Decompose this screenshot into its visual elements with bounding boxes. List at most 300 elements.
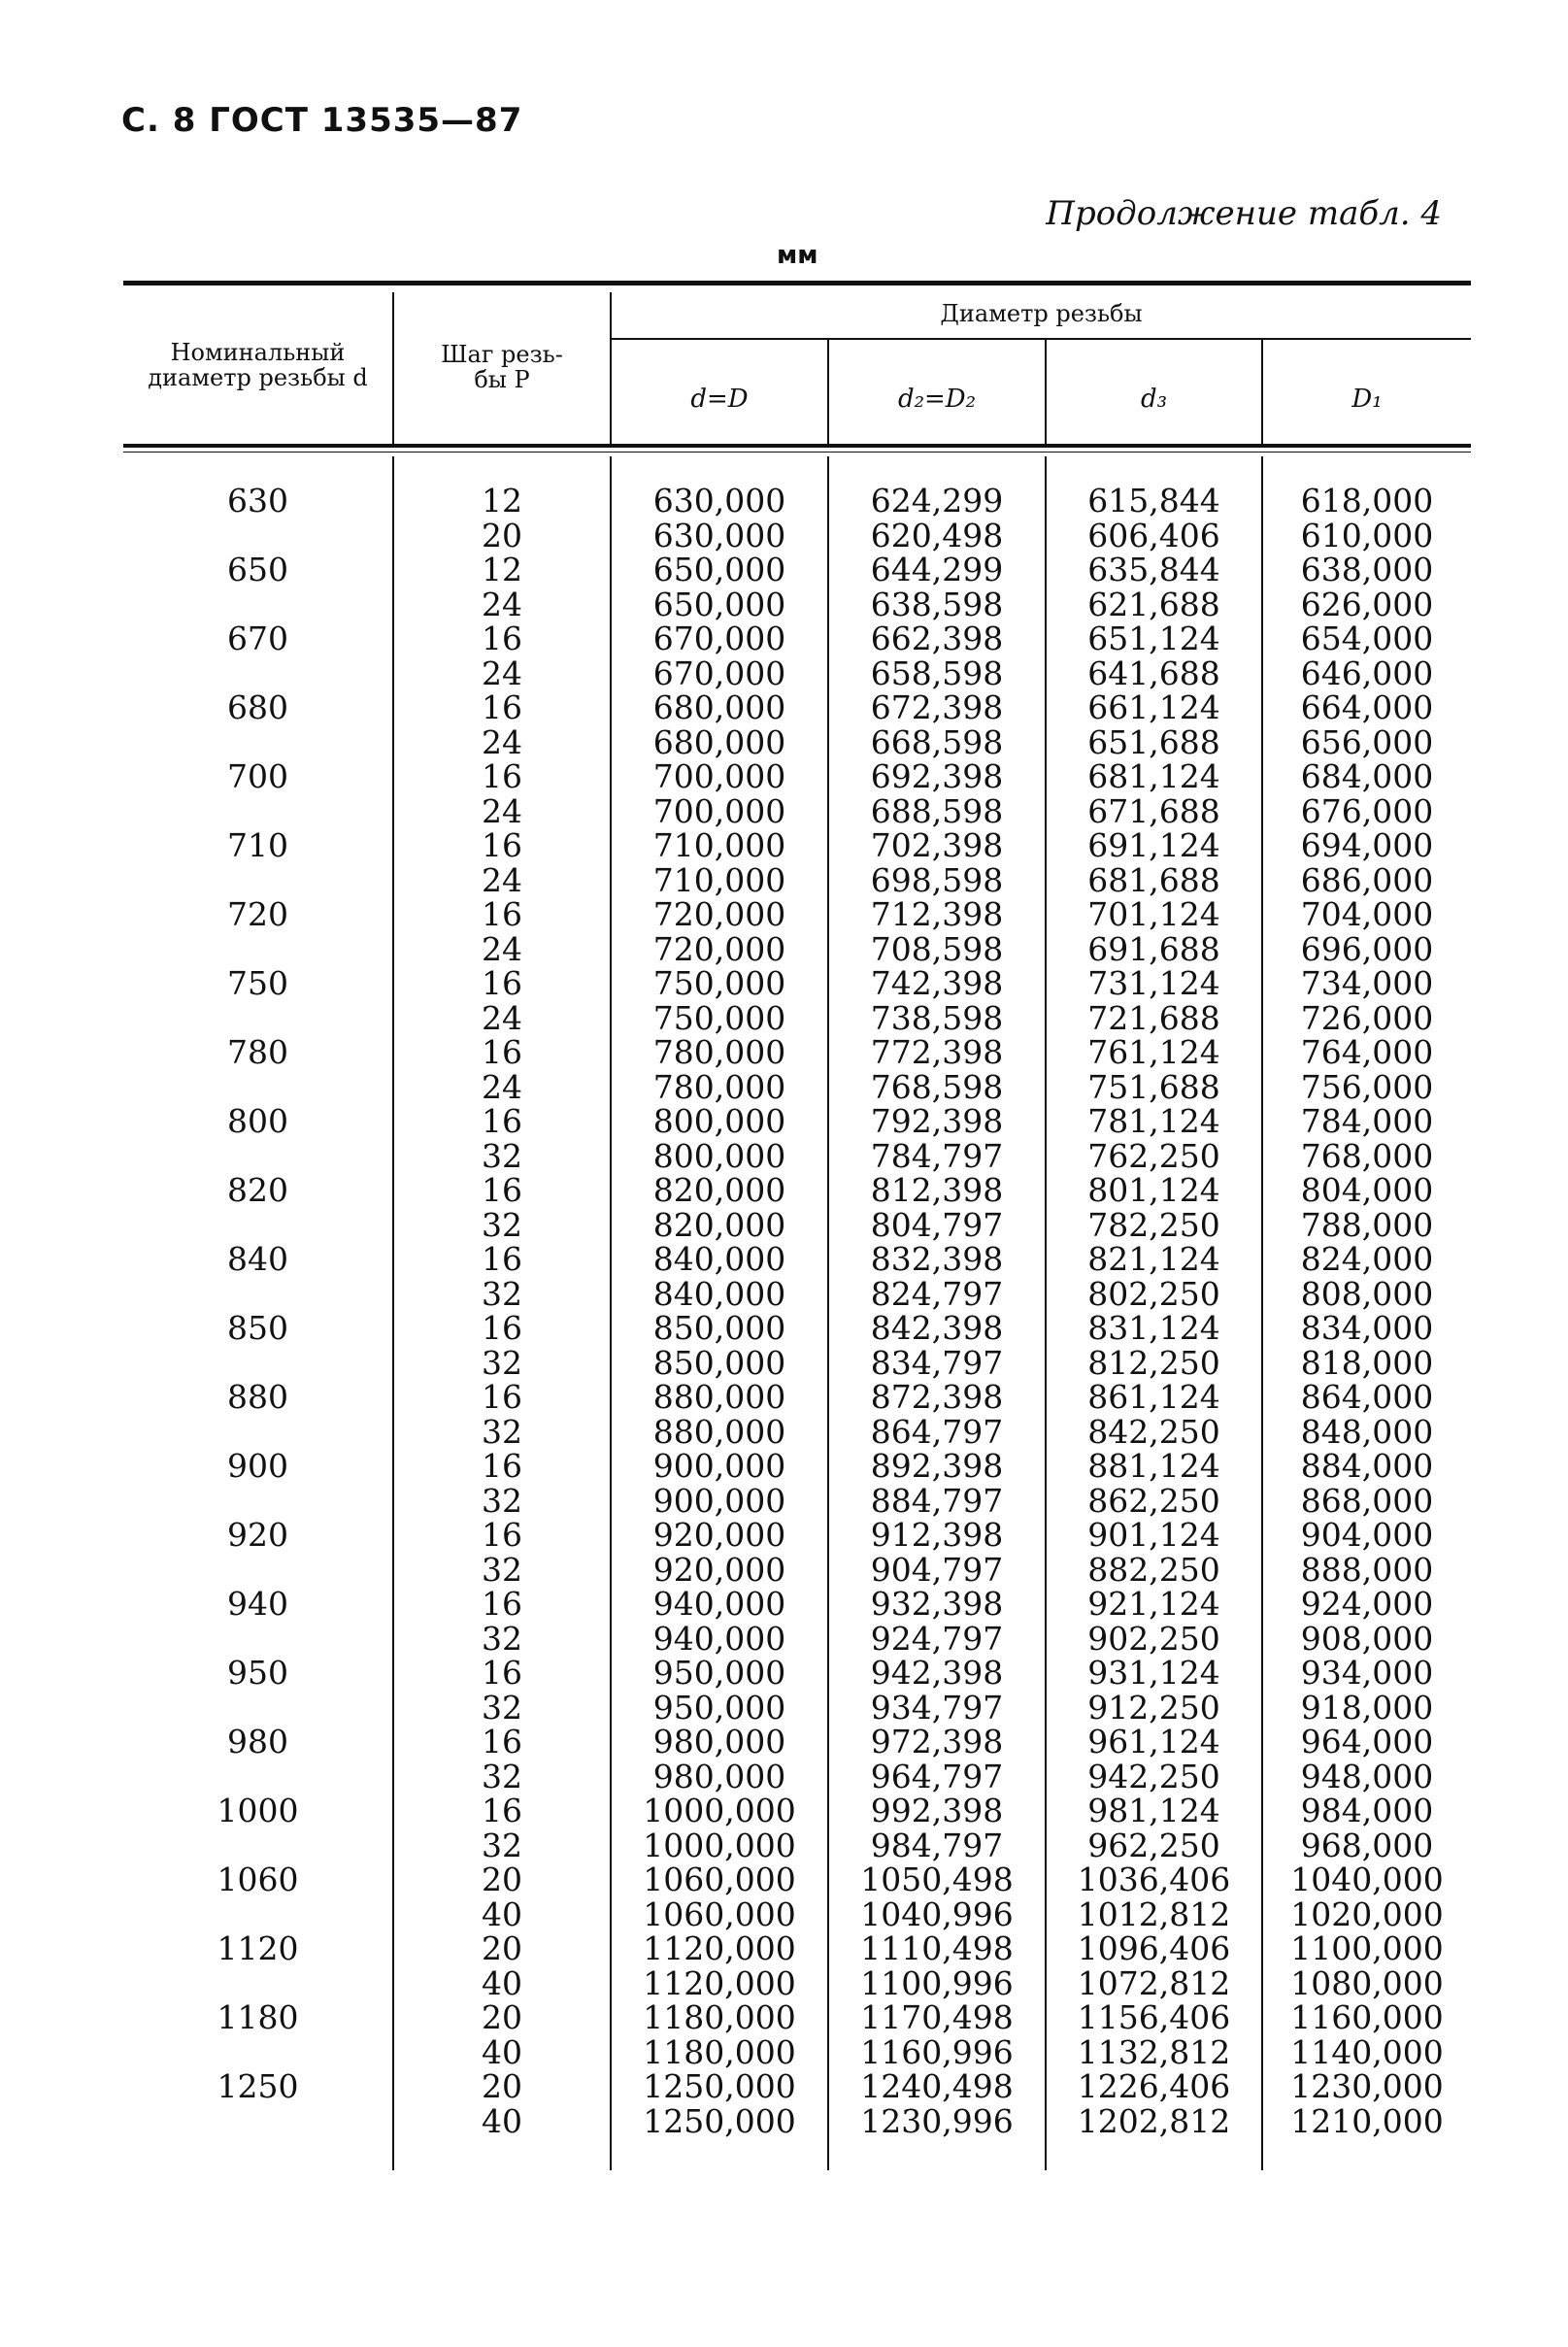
cell-d2: 672,398 — [870, 688, 1004, 726]
cell-pitch: 16 — [482, 1033, 522, 1071]
cell-d: 780,000 — [652, 1067, 786, 1106]
cell-D1: 848,000 — [1300, 1412, 1434, 1451]
cell-pitch: 20 — [482, 516, 522, 554]
cell-D1: 610,000 — [1300, 516, 1434, 554]
cell-d3: 661,124 — [1087, 688, 1220, 726]
cell-d2: 1240,498 — [860, 2067, 1014, 2105]
cell-d: 710,000 — [652, 860, 786, 899]
table-row — [0, 2101, 1568, 2140]
cell-D1: 788,000 — [1300, 1205, 1434, 1244]
cell-d3: 691,124 — [1087, 826, 1220, 864]
table-row — [0, 1725, 1568, 1759]
cell-d2: 924,797 — [870, 1619, 1004, 1658]
header-col-D1: D₁ — [1351, 385, 1383, 414]
cell-d3: 681,688 — [1087, 860, 1220, 899]
cell-d: 850,000 — [652, 1309, 786, 1347]
cell-pitch: 32 — [482, 1274, 522, 1313]
cell-d3: 751,688 — [1087, 1067, 1220, 1106]
cell-nominal-diameter: 670 — [227, 620, 288, 657]
cell-d: 1250,000 — [643, 2067, 796, 2105]
table-row — [0, 1035, 1568, 1069]
header-pitch-line1: Шаг резь- — [441, 341, 563, 368]
cell-d2: 658,598 — [870, 654, 1004, 692]
table-top-rule — [123, 281, 1471, 285]
cell-d3: 635,844 — [1087, 551, 1220, 588]
table-row — [0, 1794, 1568, 1827]
cell-d: 1250,000 — [643, 2101, 796, 2140]
cell-pitch: 20 — [482, 2067, 522, 2105]
cell-d2: 824,797 — [870, 1274, 1004, 1313]
cell-nominal-diameter: 920 — [227, 1516, 288, 1554]
cell-pitch: 24 — [482, 585, 522, 623]
table-row — [0, 587, 1568, 621]
cell-d2: 904,797 — [870, 1550, 1004, 1589]
cell-pitch: 20 — [482, 1998, 522, 2036]
table-row — [0, 929, 1568, 968]
cell-d: 940,000 — [652, 1585, 786, 1623]
cell-d: 880,000 — [652, 1412, 786, 1451]
table-row — [0, 791, 1568, 830]
header-pitch — [394, 342, 610, 392]
cell-d: 1120,000 — [643, 1963, 796, 2002]
cell-d2: 872,398 — [870, 1378, 1004, 1416]
cell-d2: 804,797 — [870, 1205, 1004, 1244]
header-bottom-rule — [123, 444, 1471, 448]
cell-pitch: 16 — [482, 964, 522, 1002]
table-row — [0, 1894, 1568, 1933]
cell-pitch: 32 — [482, 1136, 522, 1175]
cell-d2: 712,398 — [870, 895, 1004, 933]
cell-pitch: 40 — [482, 1963, 522, 2002]
cell-d2: 942,398 — [870, 1654, 1004, 1692]
cell-d3: 606,406 — [1087, 516, 1220, 554]
cell-d2: 698,598 — [870, 860, 1004, 899]
cell-d3: 881,124 — [1087, 1447, 1220, 1485]
cell-d: 670,000 — [652, 620, 786, 657]
cell-D1: 818,000 — [1300, 1343, 1434, 1382]
cell-d: 780,000 — [652, 1033, 786, 1071]
cell-d3: 981,124 — [1087, 1792, 1220, 1829]
cell-pitch: 32 — [482, 1619, 522, 1658]
cell-d3: 762,250 — [1087, 1136, 1220, 1175]
cell-d2: 688,598 — [870, 791, 1004, 830]
cell-d: 880,000 — [652, 1378, 786, 1416]
cell-D1: 908,000 — [1300, 1619, 1434, 1658]
cell-nominal-diameter: 980 — [227, 1723, 288, 1760]
cell-pitch: 24 — [482, 1067, 522, 1106]
cell-D1: 1080,000 — [1290, 1963, 1444, 2002]
cell-d2: 884,797 — [870, 1481, 1004, 1520]
cell-d: 680,000 — [652, 722, 786, 761]
units-label: мм — [777, 241, 818, 270]
cell-D1: 904,000 — [1300, 1516, 1434, 1554]
diameter-group-rule — [610, 338, 1471, 340]
cell-nominal-diameter: 750 — [227, 964, 288, 1002]
table-row — [0, 1173, 1568, 1207]
cell-D1: 646,000 — [1300, 654, 1434, 692]
table-row — [0, 897, 1568, 931]
table-row — [0, 1656, 1568, 1690]
cell-pitch: 32 — [482, 1412, 522, 1451]
cell-d3: 721,688 — [1087, 998, 1220, 1037]
cell-D1: 888,000 — [1300, 1550, 1434, 1589]
cell-pitch: 16 — [482, 1240, 522, 1278]
cell-D1: 918,000 — [1300, 1688, 1434, 1727]
cell-pitch: 32 — [482, 1826, 522, 1864]
cell-pitch: 40 — [482, 1894, 522, 1933]
cell-d3: 882,250 — [1087, 1550, 1220, 1589]
table-row — [0, 1412, 1568, 1451]
cell-d2: 692,398 — [870, 757, 1004, 795]
cell-nominal-diameter: 820 — [227, 1171, 288, 1209]
table-row — [0, 828, 1568, 862]
cell-d2: 702,398 — [870, 826, 1004, 864]
table-row — [0, 1449, 1568, 1483]
cell-nominal-diameter: 900 — [227, 1447, 288, 1485]
table-row — [0, 759, 1568, 793]
cell-d2: 842,398 — [870, 1309, 1004, 1347]
header-nominal-line2: диаметр резьбы d — [148, 364, 368, 391]
cell-d3: 1226,406 — [1077, 2067, 1231, 2105]
cell-pitch: 16 — [482, 1102, 522, 1140]
cell-d: 920,000 — [652, 1550, 786, 1589]
cell-d: 720,000 — [652, 895, 786, 933]
table-row — [0, 1550, 1568, 1589]
cell-d: 850,000 — [652, 1343, 786, 1382]
cell-nominal-diameter: 1000 — [217, 1792, 299, 1829]
cell-d2: 912,398 — [870, 1516, 1004, 1554]
cell-D1: 1040,000 — [1290, 1861, 1444, 1898]
cell-d: 750,000 — [652, 998, 786, 1037]
cell-d3: 812,250 — [1087, 1343, 1220, 1382]
cell-d: 1000,000 — [643, 1826, 796, 1864]
table-row — [0, 553, 1568, 587]
cell-D1: 784,000 — [1300, 1102, 1434, 1140]
cell-d2: 662,398 — [870, 620, 1004, 657]
table-row — [0, 1136, 1568, 1175]
cell-pitch: 16 — [482, 688, 522, 726]
cell-pitch: 20 — [482, 1929, 522, 1967]
cell-pitch: 40 — [482, 2101, 522, 2140]
header-bottom-rule-thin — [123, 452, 1471, 453]
table-row — [0, 1619, 1568, 1658]
cell-D1: 686,000 — [1300, 860, 1434, 899]
cell-d3: 1036,406 — [1077, 1861, 1231, 1898]
cell-pitch: 16 — [482, 1723, 522, 1760]
cell-d: 1000,000 — [643, 1792, 796, 1829]
cell-D1: 864,000 — [1300, 1378, 1434, 1416]
cell-D1: 638,000 — [1300, 551, 1434, 588]
table-row — [0, 1104, 1568, 1138]
cell-d3: 821,124 — [1087, 1240, 1220, 1278]
cell-d3: 731,124 — [1087, 964, 1220, 1002]
cell-d3: 901,124 — [1087, 1516, 1220, 1554]
header-pitch-line2: бы P — [474, 366, 530, 393]
cell-D1: 756,000 — [1300, 1067, 1434, 1106]
cell-d2: 1110,498 — [860, 1929, 1014, 1967]
cell-d3: 831,124 — [1087, 1309, 1220, 1347]
cell-d: 670,000 — [652, 654, 786, 692]
cell-pitch: 32 — [482, 1205, 522, 1244]
header-col-d: d=D — [690, 385, 749, 414]
table-row — [0, 998, 1568, 1037]
cell-pitch: 16 — [482, 1585, 522, 1623]
cell-d3: 671,688 — [1087, 791, 1220, 830]
cell-d: 1180,000 — [643, 1998, 796, 2036]
cell-D1: 1210,000 — [1290, 2101, 1444, 2140]
cell-nominal-diameter: 1180 — [217, 1998, 299, 2036]
cell-d3: 942,250 — [1087, 1757, 1220, 1795]
cell-pitch: 32 — [482, 1550, 522, 1589]
cell-D1: 1100,000 — [1290, 1929, 1444, 1967]
cell-d2: 834,797 — [870, 1343, 1004, 1382]
cell-pitch: 24 — [482, 791, 522, 830]
cell-nominal-diameter: 950 — [227, 1654, 288, 1692]
cell-d: 980,000 — [652, 1723, 786, 1760]
cell-d2: 1050,498 — [860, 1861, 1014, 1898]
cell-d3: 912,250 — [1087, 1688, 1220, 1727]
cell-D1: 676,000 — [1300, 791, 1434, 830]
cell-D1: 1230,000 — [1290, 2067, 1444, 2105]
cell-d: 900,000 — [652, 1447, 786, 1485]
cell-pitch: 16 — [482, 1516, 522, 1554]
cell-d3: 701,124 — [1087, 895, 1220, 933]
table-continuation-label: Продолжение табл. 4 — [1046, 194, 1442, 233]
cell-d3: 691,688 — [1087, 929, 1220, 968]
cell-d: 900,000 — [652, 1481, 786, 1520]
table-row — [0, 484, 1568, 518]
table-row — [0, 1067, 1568, 1106]
cell-D1: 964,000 — [1300, 1723, 1434, 1760]
cell-d2: 992,398 — [870, 1792, 1004, 1829]
cell-d: 680,000 — [652, 688, 786, 726]
cell-d3: 781,124 — [1087, 1102, 1220, 1140]
cell-d: 940,000 — [652, 1619, 786, 1658]
table-row — [0, 1963, 1568, 2002]
cell-D1: 924,000 — [1300, 1585, 1434, 1623]
table-row — [0, 1242, 1568, 1276]
cell-d: 980,000 — [652, 1757, 786, 1795]
cell-nominal-diameter: 1250 — [217, 2067, 299, 2105]
cell-d: 750,000 — [652, 964, 786, 1002]
cell-d2: 638,598 — [870, 585, 1004, 623]
cell-d3: 1202,812 — [1077, 2101, 1231, 2140]
cell-d2: 768,598 — [870, 1067, 1004, 1106]
cell-pitch: 16 — [482, 1792, 522, 1829]
table-row — [0, 1931, 1568, 1965]
table-row — [0, 2032, 1568, 2071]
cell-d3: 761,124 — [1087, 1033, 1220, 1071]
cell-d: 630,000 — [652, 516, 786, 554]
cell-pitch: 24 — [482, 860, 522, 899]
cell-nominal-diameter: 840 — [227, 1240, 288, 1278]
cell-d: 820,000 — [652, 1171, 786, 1209]
cell-pitch: 24 — [482, 929, 522, 968]
table-row — [0, 722, 1568, 761]
cell-nominal-diameter: 940 — [227, 1585, 288, 1623]
cell-pitch: 16 — [482, 826, 522, 864]
cell-d3: 1156,406 — [1077, 1998, 1231, 2036]
cell-d: 800,000 — [652, 1136, 786, 1175]
cell-pitch: 16 — [482, 1654, 522, 1692]
cell-D1: 654,000 — [1300, 620, 1434, 657]
cell-d2: 668,598 — [870, 722, 1004, 761]
cell-D1: 694,000 — [1300, 826, 1434, 864]
cell-d3: 1012,812 — [1077, 1894, 1231, 1933]
cell-D1: 1160,000 — [1290, 1998, 1444, 2036]
cell-d3: 782,250 — [1087, 1205, 1220, 1244]
cell-D1: 968,000 — [1300, 1826, 1434, 1864]
cell-d3: 861,124 — [1087, 1378, 1220, 1416]
cell-d3: 801,124 — [1087, 1171, 1220, 1209]
table-row — [0, 621, 1568, 655]
cell-nominal-diameter: 1120 — [217, 1929, 299, 1967]
table-row — [0, 1274, 1568, 1313]
cell-pitch: 12 — [482, 551, 522, 588]
cell-pitch: 16 — [482, 1171, 522, 1209]
cell-d3: 1132,812 — [1077, 2032, 1231, 2071]
cell-d: 840,000 — [652, 1274, 786, 1313]
cell-d3: 842,250 — [1087, 1412, 1220, 1451]
cell-d: 710,000 — [652, 826, 786, 864]
cell-D1: 764,000 — [1300, 1033, 1434, 1071]
cell-d3: 902,250 — [1087, 1619, 1220, 1658]
cell-nominal-diameter: 800 — [227, 1102, 288, 1140]
cell-d2: 784,797 — [870, 1136, 1004, 1175]
cell-d3: 621,688 — [1087, 585, 1220, 623]
cell-pitch: 16 — [482, 620, 522, 657]
cell-D1: 696,000 — [1300, 929, 1434, 968]
cell-d2: 644,299 — [870, 551, 1004, 588]
cell-d2: 892,398 — [870, 1447, 1004, 1485]
table-row — [0, 1862, 1568, 1896]
cell-pitch: 12 — [482, 482, 522, 520]
cell-d: 700,000 — [652, 791, 786, 830]
cell-D1: 726,000 — [1300, 998, 1434, 1037]
cell-D1: 984,000 — [1300, 1792, 1434, 1829]
cell-d2: 864,797 — [870, 1412, 1004, 1451]
cell-d: 920,000 — [652, 1516, 786, 1554]
cell-d3: 651,124 — [1087, 620, 1220, 657]
cell-d: 800,000 — [652, 1102, 786, 1140]
cell-nominal-diameter: 680 — [227, 688, 288, 726]
cell-d: 700,000 — [652, 757, 786, 795]
cell-d: 820,000 — [652, 1205, 786, 1244]
cell-d3: 681,124 — [1087, 757, 1220, 795]
cell-pitch: 16 — [482, 1309, 522, 1347]
cell-nominal-diameter: 710 — [227, 826, 288, 864]
cell-d: 1180,000 — [643, 2032, 796, 2071]
cell-d2: 1100,996 — [860, 1963, 1014, 2002]
cell-D1: 934,000 — [1300, 1654, 1434, 1692]
cell-D1: 804,000 — [1300, 1171, 1434, 1209]
cell-nominal-diameter: 780 — [227, 1033, 288, 1071]
table-row — [0, 656, 1568, 690]
cell-d: 950,000 — [652, 1688, 786, 1727]
cell-nominal-diameter: 650 — [227, 551, 288, 588]
table-row — [0, 690, 1568, 724]
cell-d2: 1230,996 — [860, 2101, 1014, 2140]
cell-d2: 1160,996 — [860, 2032, 1014, 2071]
table-row — [0, 966, 1568, 1000]
cell-d: 720,000 — [652, 929, 786, 968]
cell-nominal-diameter: 700 — [227, 757, 288, 795]
cell-d3: 1096,406 — [1077, 1929, 1231, 1967]
cell-D1: 684,000 — [1300, 757, 1434, 795]
table-row — [0, 1688, 1568, 1727]
cell-d2: 984,797 — [870, 1826, 1004, 1864]
table-row — [0, 1343, 1568, 1382]
cell-d3: 615,844 — [1087, 482, 1220, 520]
cell-pitch: 24 — [482, 998, 522, 1037]
cell-pitch: 16 — [482, 757, 522, 795]
cell-D1: 664,000 — [1300, 688, 1434, 726]
cell-d: 650,000 — [652, 585, 786, 623]
table-row — [0, 1205, 1568, 1244]
table-row — [0, 1518, 1568, 1552]
table-row — [0, 1757, 1568, 1795]
cell-d3: 641,688 — [1087, 654, 1220, 692]
header-nominal-line1: Номинальный — [170, 339, 346, 366]
cell-nominal-diameter: 630 — [227, 482, 288, 520]
cell-d2: 792,398 — [870, 1102, 1004, 1140]
cell-d: 1060,000 — [643, 1894, 796, 1933]
cell-D1: 1140,000 — [1290, 2032, 1444, 2071]
cell-D1: 626,000 — [1300, 585, 1434, 623]
cell-d3: 921,124 — [1087, 1585, 1220, 1623]
cell-d3: 651,688 — [1087, 722, 1220, 761]
table-row — [0, 2069, 1568, 2103]
cell-d: 650,000 — [652, 551, 786, 588]
cell-d3: 862,250 — [1087, 1481, 1220, 1520]
cell-d2: 772,398 — [870, 1033, 1004, 1071]
cell-pitch: 32 — [482, 1688, 522, 1727]
table-row — [0, 2000, 1568, 2034]
cell-d: 630,000 — [652, 482, 786, 520]
cell-D1: 824,000 — [1300, 1240, 1434, 1278]
cell-d: 1060,000 — [643, 1861, 796, 1898]
cell-d2: 624,299 — [870, 482, 1004, 520]
cell-nominal-diameter: 720 — [227, 895, 288, 933]
cell-d: 950,000 — [652, 1654, 786, 1692]
cell-d2: 812,398 — [870, 1171, 1004, 1209]
cell-d3: 962,250 — [1087, 1826, 1220, 1864]
cell-d3: 1072,812 — [1077, 1963, 1231, 2002]
cell-pitch: 16 — [482, 1378, 522, 1416]
cell-nominal-diameter: 880 — [227, 1378, 288, 1416]
cell-d2: 972,398 — [870, 1723, 1004, 1760]
cell-pitch: 16 — [482, 895, 522, 933]
table-row — [0, 1828, 1568, 1862]
page-header: С. 8 ГОСТ 13535—87 — [121, 101, 523, 140]
cell-d3: 961,124 — [1087, 1723, 1220, 1760]
cell-nominal-diameter: 1060 — [217, 1861, 299, 1898]
cell-pitch: 32 — [482, 1757, 522, 1795]
table-row — [0, 516, 1568, 554]
cell-d2: 620,498 — [870, 516, 1004, 554]
cell-d2: 1170,498 — [860, 1998, 1014, 2036]
table-row — [0, 1587, 1568, 1621]
header-diameter-group: Диаметр резьбы — [940, 300, 1143, 327]
cell-d2: 932,398 — [870, 1585, 1004, 1623]
cell-d2: 708,598 — [870, 929, 1004, 968]
header-col-d2: d₂=D₂ — [897, 385, 977, 414]
cell-D1: 618,000 — [1300, 482, 1434, 520]
cell-D1: 704,000 — [1300, 895, 1434, 933]
cell-D1: 868,000 — [1300, 1481, 1434, 1520]
header-col-d3: d₃ — [1140, 385, 1168, 414]
cell-nominal-diameter: 850 — [227, 1309, 288, 1347]
